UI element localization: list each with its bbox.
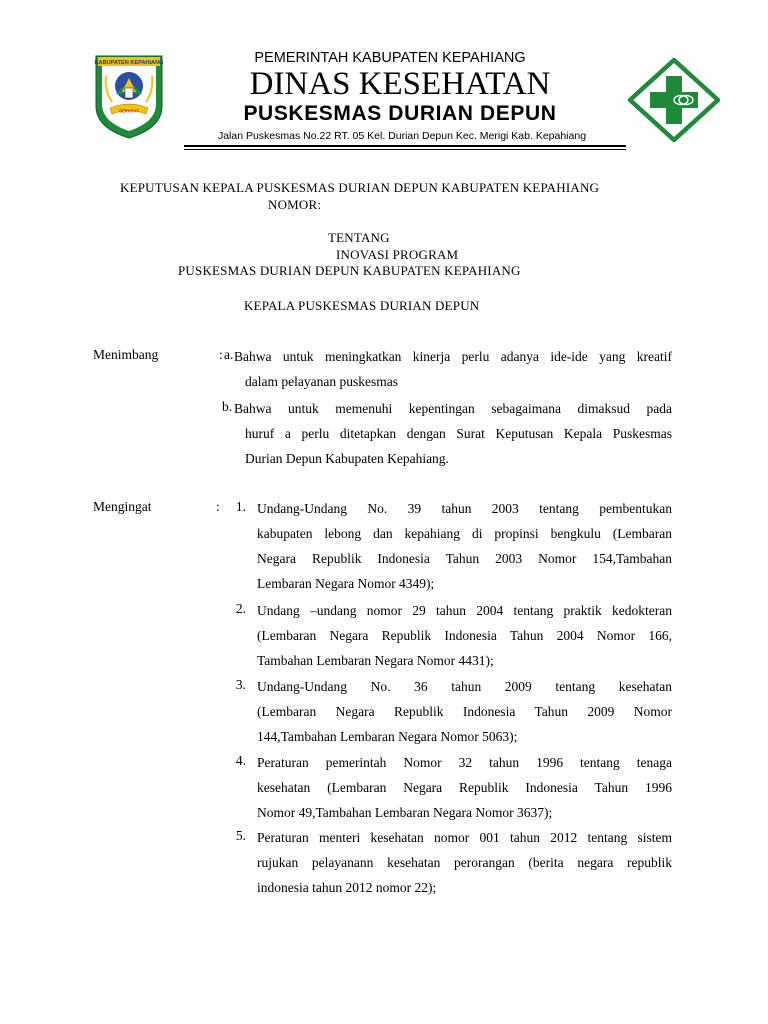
text-line: rujukan pelayanann kesehatan perorangan (berita negara republik bbox=[257, 855, 672, 870]
text-line: kabupaten lebong dan kepahiang di propinsi bengkulu (Lembaran bbox=[257, 526, 672, 541]
svg-text:KABUPATEN KEPAHIANG: KABUPATEN KEPAHIANG bbox=[94, 60, 164, 66]
menimbang-colon: : bbox=[219, 347, 223, 362]
mengingat-item-3 bbox=[257, 674, 672, 749]
text-line: Undang –undang nomor 29 tahun 2004 tentang praktik kedokteran bbox=[257, 603, 672, 618]
letterhead-divider bbox=[184, 145, 626, 147]
decree-about-label: TENTANG bbox=[328, 230, 390, 245]
mengingat-label: Mengingat bbox=[93, 499, 152, 514]
menimbang-label: Menimbang bbox=[93, 347, 159, 362]
menimbang-item-a bbox=[234, 344, 672, 394]
mengingat-colon: : bbox=[216, 499, 220, 514]
decree-title: KEPUTUSAN KEPALA PUSKESMAS DURIAN DEPUN KABUPATEN KEPAHIANG bbox=[120, 180, 600, 195]
decree-issuer: KEPALA PUSKESMAS DURIAN DEPUN bbox=[244, 298, 480, 313]
text-line: Undang-Undang No. 36 tahun 2009 tentang kesehatan bbox=[257, 679, 672, 694]
mengingat-item-2 bbox=[257, 598, 672, 673]
decree-subject-org: PUSKESMAS DURIAN DEPUN KABUPATEN KEPAHIANG bbox=[178, 263, 521, 278]
text-line: Negara Republik Indonesia Tahun 2003 Nomor 154,Tambahan bbox=[257, 551, 672, 566]
mengingat-item-4 bbox=[257, 750, 672, 825]
menimbang-item-marker: b. bbox=[222, 399, 233, 414]
text-line: dalam pelayanan puskesmas bbox=[245, 374, 398, 389]
menimbang-item-marker: a. bbox=[224, 347, 234, 362]
text-line: Tambahan Lembaran Negara Nomor 4431); bbox=[257, 653, 494, 668]
mengingat-item-5 bbox=[257, 825, 672, 900]
text-line: Peraturan pemerintah Nomor 32 tahun 1996 tentang tenaga bbox=[257, 755, 672, 770]
mengingat-item-1 bbox=[257, 496, 672, 596]
letterhead-puskesmas-name: PUSKESMAS DURIAN DEPUN bbox=[243, 102, 557, 125]
text-line: indonesia tahun 2012 nomor 22); bbox=[257, 880, 437, 895]
kabupaten-kepahiang-logo bbox=[92, 50, 166, 140]
text-line: huruf a perlu ditetapkan dengan Surat Keputusan Kepala Puskesmas bbox=[245, 426, 672, 441]
mengingat-item-marker: 4. bbox=[235, 753, 246, 768]
text-line: Lembaran Negara Nomor 4349); bbox=[257, 576, 435, 591]
mengingat-item-marker: 5. bbox=[235, 828, 246, 843]
text-line: Bahwa untuk memenuhi kepentingan sebagaimana dimaksud pada bbox=[234, 401, 672, 416]
text-line: Peraturan menteri kesehatan nomor 001 tahun 2012 tentang sistem bbox=[257, 830, 672, 845]
menimbang-item-b bbox=[234, 396, 672, 471]
text-line: kesehatan (Lembaran Negara Republik Indonesia Tahun 1996 bbox=[257, 780, 672, 795]
mengingat-item-marker: 3. bbox=[235, 677, 246, 692]
text-line: (Lembaran Negara Republik Indonesia Tahun 2009 Nomor bbox=[257, 704, 672, 719]
mengingat-item-marker: 1. bbox=[235, 499, 246, 514]
letterhead-government-name: PEMERINTAH KABUPATEN KEPAHIANG bbox=[254, 50, 526, 66]
puskesmas-logo bbox=[628, 58, 720, 142]
letterhead-divider-thin bbox=[184, 149, 626, 150]
mengingat-item-marker: 2. bbox=[235, 601, 246, 616]
text-line: Undang-Undang No. 39 tahun 2003 tentang pembentukan bbox=[257, 501, 672, 516]
text-line: (Lembaran Negara Republik Indonesia Tahun 2004 Nomor 166, bbox=[257, 628, 672, 643]
text-line: Durian Depun Kabupaten Kepahiang. bbox=[245, 451, 449, 466]
decree-subject: INOVASI PROGRAM bbox=[336, 247, 459, 262]
text-line: Nomor 49,Tambahan Lembaran Negara Nomor 3637); bbox=[257, 805, 553, 820]
svg-text:SEPAKAT: SEPAKAT bbox=[119, 108, 139, 114]
text-line: Bahwa untuk meningkatkan kinerja perlu adanya ide-ide yang kreatif bbox=[234, 349, 672, 364]
letterhead-address: Jalan Puskesmas No.22 RT. 05 Kel. Durian Depun Kec. Merigi Kab. Kepahiang bbox=[217, 130, 587, 142]
text-line: 144,Tambahan Lembaran Negara Nomor 5063); bbox=[257, 729, 518, 744]
letterhead-department-name: DINAS KESEHATAN bbox=[249, 66, 551, 102]
decree-number: NOMOR: bbox=[268, 197, 322, 212]
